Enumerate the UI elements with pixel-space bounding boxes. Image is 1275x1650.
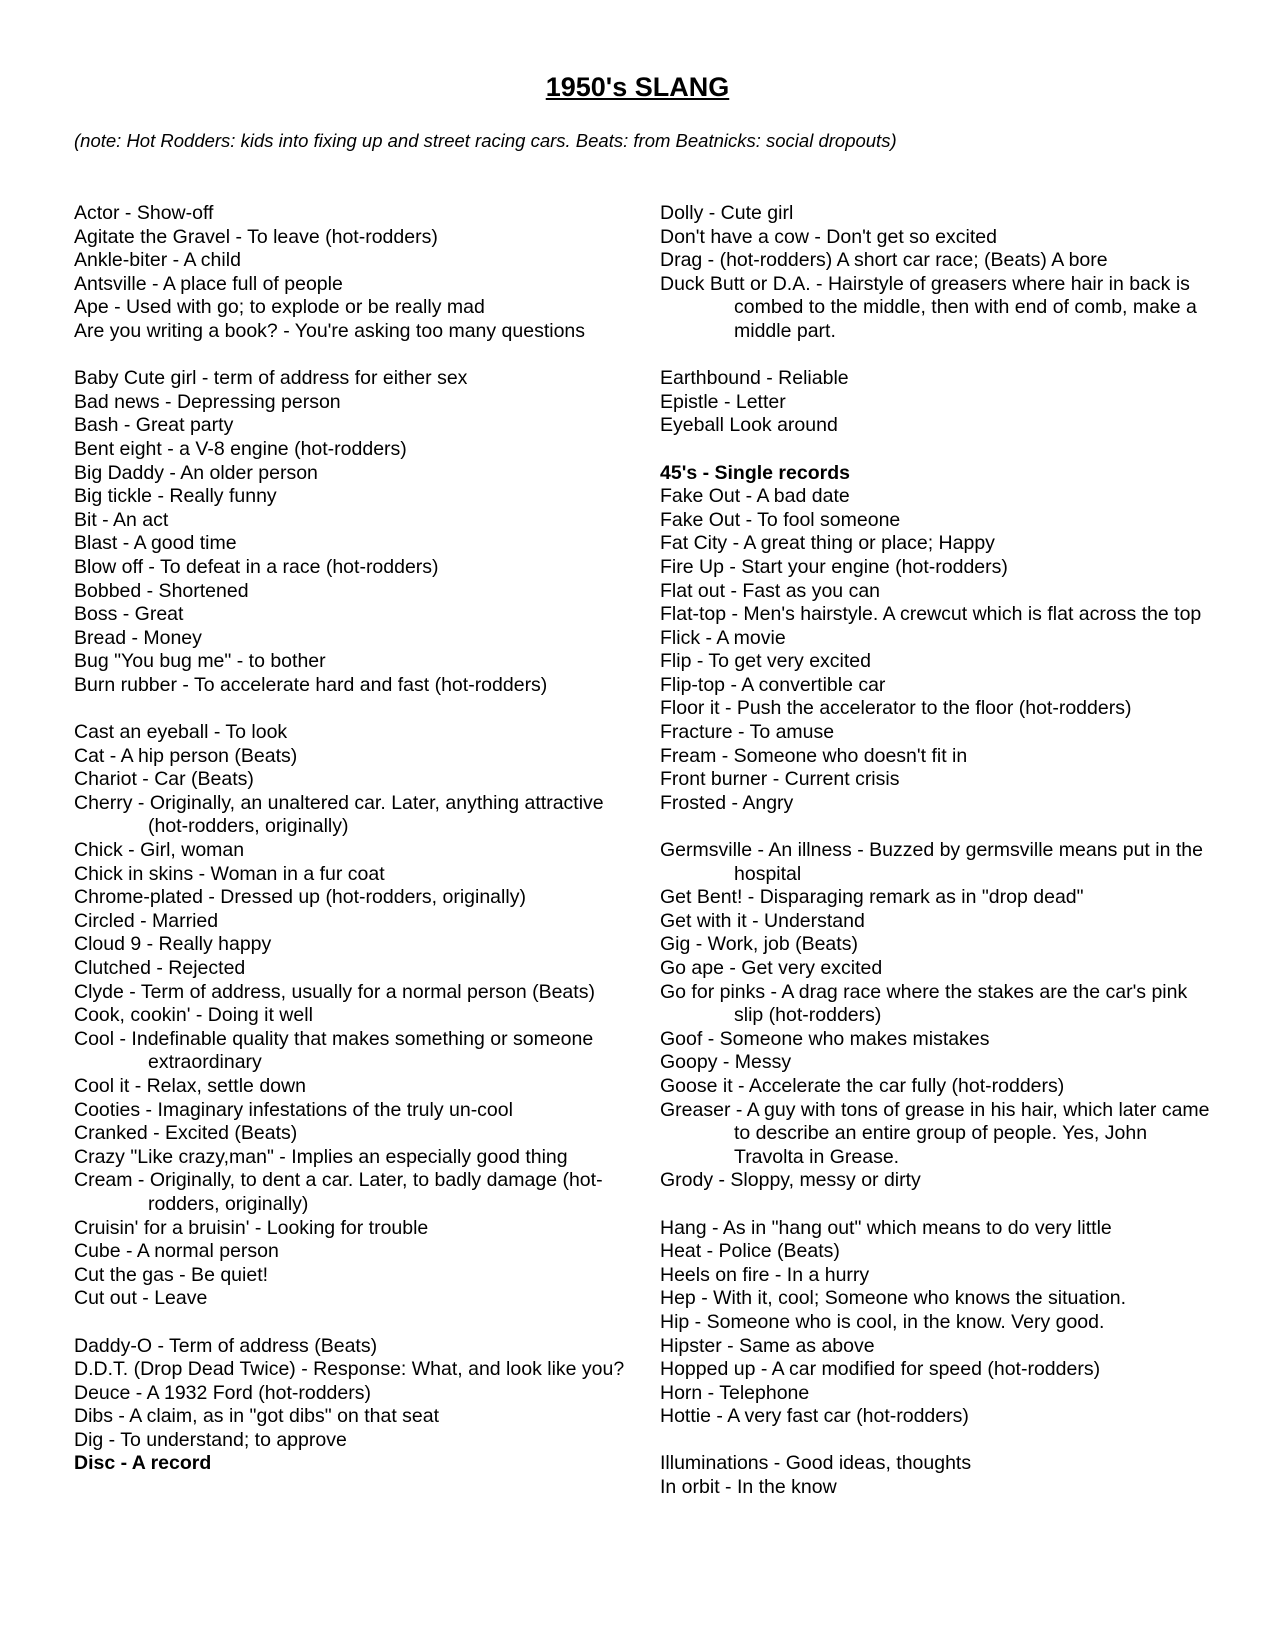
- slang-entry: Baby Cute girl - term of address for either sex: [74, 367, 468, 390]
- slang-entry: Cream - Originally, to dent a car. Later, to badly damage (hot-rodders, originally): [74, 1169, 603, 1215]
- slang-entry: Goopy - Messy: [660, 1051, 792, 1074]
- slang-entry: Crazy "Like crazy,man" - Implies an especially good thing: [74, 1145, 568, 1168]
- slang-entry: Chariot - Car (Beats): [74, 768, 254, 791]
- right-column: [660, 202, 1220, 1500]
- slang-entry: Hipster - Same as above: [660, 1334, 875, 1357]
- slang-entry: Go for pinks - A drag race where the stakes are the car's pink slip (hot-rodders): [660, 980, 1188, 1027]
- slang-entry: Get with it - Understand: [660, 909, 865, 932]
- slang-entry: Bug "You bug me" - to bother: [74, 650, 326, 673]
- slang-entry: Drag - (hot-rodders) A short car race; (Beats) A bore: [660, 249, 1108, 272]
- slang-entry: Epistle - Letter: [660, 390, 786, 413]
- slang-entry: Bit - An act: [74, 508, 169, 531]
- slang-entry: Fake Out - A bad date: [660, 485, 850, 508]
- left-column: [74, 202, 634, 1476]
- slang-entry: Cut out - Leave: [74, 1287, 208, 1310]
- slang-entry: Go ape - Get very excited: [660, 957, 883, 979]
- slang-entry: Get Bent! - Disparaging remark as in "drop dead": [660, 886, 1084, 909]
- slang-entry: Daddy-O - Term of address (Beats): [74, 1334, 378, 1357]
- slang-entry: Chick - Girl, woman: [74, 839, 245, 862]
- slang-entry: Chrome-plated - Dressed up (hot-rodders, originally): [74, 886, 526, 909]
- section-gap: [660, 1429, 1220, 1453]
- slang-entry: Deuce - A 1932 Ford (hot-rodders): [74, 1381, 371, 1404]
- slang-entry: Clyde - Term of address, usually for a normal person (Beats): [74, 980, 595, 1003]
- slang-entry: 45's - Single records: [660, 461, 850, 484]
- slang-entry: Cloud 9 - Really happy: [74, 933, 272, 956]
- slang-entry: Cherry - Originally, an unaltered car. Later, anything attractive (hot-rodders, originally): [74, 791, 604, 838]
- slang-entry: Fracture - To amuse: [660, 721, 835, 744]
- slang-entry: Cat - A hip person (Beats): [74, 744, 298, 767]
- slang-entry: Don't have a cow - Don't get so excited: [660, 225, 997, 248]
- slang-entry: Cool - Indefinable quality that makes something or someone extraordinary: [74, 1027, 594, 1074]
- slang-entry: Hip - Someone who is cool, in the know. Very good.: [660, 1310, 1105, 1333]
- slang-entry: Floor it - Push the accelerator to the floor (hot-rodders): [660, 697, 1132, 720]
- slang-entry: Burn rubber - To accelerate hard and fast (hot-rodders): [74, 673, 548, 696]
- slang-entry: Fream - Someone who doesn't fit in: [660, 744, 968, 767]
- slang-entry: Goof - Someone who makes mistakes: [660, 1027, 990, 1050]
- slang-entry: Boss - Great: [74, 603, 184, 626]
- slang-entry: Hang - As in "hang out" which means to do very little: [660, 1216, 1112, 1239]
- slang-entry: Bash - Great party: [74, 414, 234, 437]
- slang-entry: Flat-top - Men's hairstyle. A crewcut which is flat across the top: [660, 603, 1202, 626]
- slang-entry: Eyeball Look around: [660, 414, 838, 437]
- slang-entry: Earthbound - Reliable: [660, 367, 849, 390]
- slang-entry: Bent eight - a V-8 engine (hot-rodders): [74, 437, 407, 460]
- slang-entry: Cast an eyeball - To look: [74, 721, 288, 744]
- slang-entry: Big tickle - Really funny: [74, 485, 277, 508]
- slang-entry: In orbit - In the know: [660, 1476, 837, 1499]
- note: (note: Hot Rodders: kids into fixing up and street racing cars. Beats: from Beatnicks: social dropouts): [74, 130, 897, 151]
- slang-entry: Blow off - To defeat in a race (hot-rodders): [74, 555, 439, 578]
- slang-entry: Ape - Used with go; to explode or be really mad: [74, 296, 485, 319]
- slang-entry: Horn - Telephone: [660, 1381, 810, 1404]
- slang-entry: Are you writing a book? - You're asking too many questions: [74, 319, 586, 342]
- slang-entry: Flat out - Fast as you can: [660, 579, 881, 602]
- slang-entry: Disc - A record: [74, 1452, 212, 1475]
- slang-entry: Germsville - An illness - Buzzed by germsville means put in the hospital: [660, 839, 1203, 885]
- slang-entry: Dolly - Cute girl: [660, 202, 794, 224]
- slang-entry: Actor - Show-off: [74, 202, 214, 224]
- slang-entry: Ankle-biter - A child: [74, 249, 241, 272]
- slang-entry: Greaser - A guy with tons of grease in his hair, which later came to describe an entire group of people. Yes, John Travolta in Grease.: [660, 1098, 1210, 1168]
- slang-entry: Heels on fire - In a hurry: [660, 1263, 870, 1286]
- slang-entry: Dibs - A claim, as in "got dibs" on that seat: [74, 1405, 440, 1428]
- slang-entry: Big Daddy - An older person: [74, 461, 318, 484]
- slang-entry: Cube - A normal person: [74, 1240, 279, 1263]
- section-gap: [660, 438, 1220, 462]
- slang-entry: Duck Butt or D.A. - Hairstyle of greasers where hair in back is combed to the middle, then with end of comb, make a middle part.: [660, 272, 1197, 342]
- slang-entry: Fake Out - To fool someone: [660, 508, 901, 531]
- slang-entry: Cooties - Imaginary infestations of the truly un-cool: [74, 1098, 513, 1121]
- slang-entry: Flip-top - A convertible car: [660, 673, 886, 696]
- section-gap: [74, 1311, 634, 1335]
- slang-entry: Antsville - A place full of people: [74, 272, 343, 295]
- slang-entry: Circled - Married: [74, 909, 219, 932]
- slang-entry: Fire Up - Start your engine (hot-rodders): [660, 555, 1008, 578]
- slang-entry: Cook, cookin' - Doing it well: [74, 1004, 313, 1027]
- slang-entry: Heat - Police (Beats): [660, 1240, 840, 1263]
- slang-entry: Front burner - Current crisis: [660, 768, 900, 791]
- slang-entry: Clutched - Rejected: [74, 957, 246, 979]
- slang-entry: Hopped up - A car modified for speed (hot-rodders): [660, 1358, 1101, 1381]
- slang-entry: Cool it - Relax, settle down: [74, 1074, 306, 1097]
- slang-entry: Hep - With it, cool; Someone who knows the situation.: [660, 1287, 1127, 1310]
- slang-entry: Grody - Sloppy, messy or dirty: [660, 1169, 921, 1192]
- section-gap: [74, 344, 634, 368]
- slang-entry: Bread - Money: [74, 626, 202, 649]
- section-gap: [660, 1193, 1220, 1217]
- section-gap: [74, 697, 634, 721]
- slang-entry: Cranked - Excited (Beats): [74, 1122, 298, 1145]
- slang-entry: Flip - To get very excited: [660, 650, 871, 673]
- slang-entry: Bobbed - Shortened: [74, 579, 249, 602]
- slang-entry: Cruisin' for a bruisin' - Looking for trouble: [74, 1216, 429, 1239]
- slang-entry: Blast - A good time: [74, 532, 237, 555]
- slang-entry: Hottie - A very fast car (hot-rodders): [660, 1405, 969, 1428]
- slang-entry: Fat City - A great thing or place; Happy: [660, 532, 995, 555]
- slang-entry: Illuminations - Good ideas, thoughts: [660, 1452, 972, 1475]
- section-gap: [660, 344, 1220, 368]
- slang-entry: Frosted - Angry: [660, 791, 794, 814]
- slang-entry: Agitate the Gravel - To leave (hot-rodders): [74, 225, 438, 248]
- slang-entry: Gig - Work, job (Beats): [660, 933, 858, 956]
- page-title: 1950's SLANG: [545, 72, 730, 102]
- slang-entry: Dig - To understand; to approve: [74, 1428, 347, 1451]
- slang-entry: Flick - A movie: [660, 626, 786, 649]
- slang-entry: Chick in skins - Woman in a fur coat: [74, 862, 385, 885]
- slang-entry: Goose it - Accelerate the car fully (hot-rodders): [660, 1074, 1065, 1097]
- slang-entry: Bad news - Depressing person: [74, 390, 341, 413]
- slang-entry: Cut the gas - Be quiet!: [74, 1263, 269, 1286]
- section-gap: [660, 815, 1220, 839]
- slang-entry: D.D.T. (Drop Dead Twice) - Response: What, and look like you?: [74, 1358, 625, 1381]
